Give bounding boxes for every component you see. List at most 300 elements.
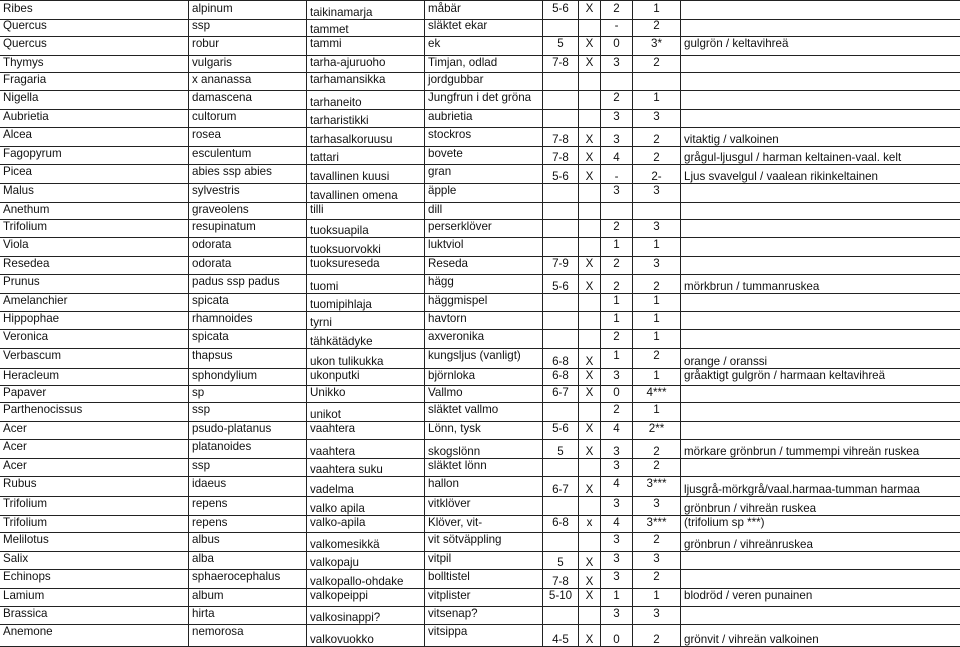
cell-sv[interactable]: [424, 1, 542, 19]
cell-zone[interactable]: [542, 515, 578, 532]
cell-color[interactable]: [680, 515, 960, 532]
cell-x[interactable]: [578, 311, 600, 329]
cell-genus[interactable]: [0, 476, 188, 496]
cell-b[interactable]: [632, 127, 680, 146]
cell-species[interactable]: [188, 293, 306, 311]
cell-genus[interactable]: [0, 515, 188, 532]
cell-b[interactable]: [632, 496, 680, 515]
cell-b[interactable]: [632, 551, 680, 569]
cell-zone[interactable]: [542, 532, 578, 551]
cell-sv[interactable]: [424, 476, 542, 496]
cell-b[interactable]: [632, 532, 680, 551]
cell-zone[interactable]: [542, 368, 578, 385]
cell-x[interactable]: [578, 588, 600, 606]
cell-color[interactable]: [680, 55, 960, 72]
cell-color[interactable]: [680, 1, 960, 19]
cell-color[interactable]: [680, 588, 960, 606]
cell-color[interactable]: [680, 421, 960, 439]
cell-fi[interactable]: [306, 624, 424, 646]
cell-color[interactable]: [680, 402, 960, 421]
cell-a[interactable]: [600, 588, 632, 606]
cell-color[interactable]: [680, 90, 960, 109]
cell-x[interactable]: [578, 18, 600, 36]
cell-sv[interactable]: [424, 219, 542, 237]
cell-a[interactable]: [600, 127, 632, 146]
cell-b[interactable]: [632, 368, 680, 385]
cell-fi[interactable]: [306, 368, 424, 385]
cell-genus[interactable]: [0, 588, 188, 606]
cell-fi[interactable]: [306, 127, 424, 146]
cell-genus[interactable]: [0, 532, 188, 551]
cell-species[interactable]: [188, 532, 306, 551]
cell-b[interactable]: [632, 219, 680, 237]
cell-fi[interactable]: [306, 348, 424, 368]
cell-genus[interactable]: [0, 421, 188, 439]
cell-zone[interactable]: [542, 219, 578, 237]
cell-x[interactable]: [578, 624, 600, 646]
cell-x[interactable]: [578, 237, 600, 256]
cell-a[interactable]: [600, 90, 632, 109]
cell-sv[interactable]: [424, 606, 542, 624]
cell-color[interactable]: [680, 569, 960, 588]
cell-a[interactable]: [600, 551, 632, 569]
cell-color[interactable]: [680, 183, 960, 202]
cell-genus[interactable]: [0, 439, 188, 458]
cell-species[interactable]: [188, 274, 306, 293]
cell-fi[interactable]: [306, 219, 424, 237]
cell-genus[interactable]: [0, 606, 188, 624]
cell-genus[interactable]: [0, 256, 188, 274]
cell-species[interactable]: [188, 164, 306, 183]
cell-color[interactable]: [680, 439, 960, 458]
cell-a[interactable]: [600, 256, 632, 274]
cell-sv[interactable]: [424, 55, 542, 72]
cell-a[interactable]: [600, 348, 632, 368]
cell-zone[interactable]: [542, 183, 578, 202]
cell-a[interactable]: [600, 496, 632, 515]
cell-sv[interactable]: [424, 18, 542, 36]
cell-zone[interactable]: [542, 311, 578, 329]
cell-b[interactable]: [632, 569, 680, 588]
cell-a[interactable]: [600, 55, 632, 72]
cell-color[interactable]: [680, 72, 960, 90]
cell-b[interactable]: [632, 146, 680, 164]
cell-b[interactable]: [632, 202, 680, 219]
cell-a[interactable]: [600, 274, 632, 293]
cell-fi[interactable]: [306, 458, 424, 476]
cell-color[interactable]: [680, 368, 960, 385]
cell-zone[interactable]: [542, 1, 578, 19]
cell-x[interactable]: [578, 72, 600, 90]
cell-b[interactable]: [632, 385, 680, 402]
cell-x[interactable]: [578, 202, 600, 219]
cell-color[interactable]: [680, 36, 960, 55]
cell-species[interactable]: [188, 127, 306, 146]
cell-b[interactable]: [632, 606, 680, 624]
cell-sv[interactable]: [424, 90, 542, 109]
cell-zone[interactable]: [542, 385, 578, 402]
cell-species[interactable]: [188, 515, 306, 532]
cell-sv[interactable]: [424, 421, 542, 439]
cell-species[interactable]: [188, 256, 306, 274]
cell-color[interactable]: [680, 127, 960, 146]
cell-b[interactable]: [632, 237, 680, 256]
cell-sv[interactable]: [424, 274, 542, 293]
cell-zone[interactable]: [542, 146, 578, 164]
cell-genus[interactable]: [0, 569, 188, 588]
cell-x[interactable]: [578, 164, 600, 183]
cell-zone[interactable]: [542, 476, 578, 496]
cell-b[interactable]: [632, 1, 680, 19]
cell-a[interactable]: [600, 164, 632, 183]
cell-zone[interactable]: [542, 421, 578, 439]
cell-zone[interactable]: [542, 458, 578, 476]
cell-fi[interactable]: [306, 515, 424, 532]
cell-b[interactable]: [632, 256, 680, 274]
cell-a[interactable]: [600, 439, 632, 458]
cell-color[interactable]: [680, 146, 960, 164]
cell-zone[interactable]: [542, 624, 578, 646]
cell-species[interactable]: [188, 476, 306, 496]
cell-fi[interactable]: [306, 183, 424, 202]
cell-genus[interactable]: [0, 348, 188, 368]
cell-genus[interactable]: [0, 164, 188, 183]
cell-sv[interactable]: [424, 532, 542, 551]
cell-x[interactable]: [578, 256, 600, 274]
cell-a[interactable]: [600, 237, 632, 256]
cell-color[interactable]: [680, 458, 960, 476]
cell-sv[interactable]: [424, 36, 542, 55]
cell-color[interactable]: [680, 348, 960, 368]
cell-species[interactable]: [188, 109, 306, 127]
cell-a[interactable]: [600, 311, 632, 329]
cell-species[interactable]: [188, 90, 306, 109]
cell-fi[interactable]: [306, 146, 424, 164]
cell-genus[interactable]: [0, 1, 188, 19]
cell-a[interactable]: [600, 476, 632, 496]
cell-zone[interactable]: [542, 256, 578, 274]
cell-color[interactable]: [680, 311, 960, 329]
cell-color[interactable]: [680, 274, 960, 293]
cell-species[interactable]: [188, 146, 306, 164]
cell-species[interactable]: [188, 1, 306, 19]
cell-x[interactable]: [578, 421, 600, 439]
cell-genus[interactable]: [0, 127, 188, 146]
cell-genus[interactable]: [0, 496, 188, 515]
cell-x[interactable]: [578, 496, 600, 515]
cell-zone[interactable]: [542, 329, 578, 348]
cell-fi[interactable]: [306, 1, 424, 19]
cell-a[interactable]: [600, 421, 632, 439]
cell-zone[interactable]: [542, 551, 578, 569]
cell-b[interactable]: [632, 458, 680, 476]
cell-genus[interactable]: [0, 36, 188, 55]
cell-species[interactable]: [188, 202, 306, 219]
cell-species[interactable]: [188, 55, 306, 72]
cell-genus[interactable]: [0, 55, 188, 72]
cell-sv[interactable]: [424, 402, 542, 421]
cell-zone[interactable]: [542, 569, 578, 588]
cell-fi[interactable]: [306, 311, 424, 329]
cell-b[interactable]: [632, 311, 680, 329]
cell-x[interactable]: [578, 402, 600, 421]
cell-color[interactable]: [680, 532, 960, 551]
cell-b[interactable]: [632, 588, 680, 606]
cell-b[interactable]: [632, 72, 680, 90]
cell-x[interactable]: [578, 293, 600, 311]
cell-sv[interactable]: [424, 551, 542, 569]
cell-fi[interactable]: [306, 256, 424, 274]
cell-a[interactable]: [600, 18, 632, 36]
cell-species[interactable]: [188, 606, 306, 624]
cell-a[interactable]: [600, 109, 632, 127]
cell-sv[interactable]: [424, 256, 542, 274]
cell-genus[interactable]: [0, 219, 188, 237]
cell-b[interactable]: [632, 329, 680, 348]
cell-x[interactable]: [578, 109, 600, 127]
cell-color[interactable]: [680, 329, 960, 348]
cell-species[interactable]: [188, 496, 306, 515]
cell-color[interactable]: [680, 293, 960, 311]
cell-fi[interactable]: [306, 109, 424, 127]
cell-zone[interactable]: [542, 202, 578, 219]
cell-genus[interactable]: [0, 551, 188, 569]
cell-zone[interactable]: [542, 55, 578, 72]
cell-a[interactable]: [600, 202, 632, 219]
cell-genus[interactable]: [0, 109, 188, 127]
cell-x[interactable]: [578, 127, 600, 146]
cell-color[interactable]: [680, 256, 960, 274]
cell-species[interactable]: [188, 551, 306, 569]
cell-sv[interactable]: [424, 329, 542, 348]
cell-x[interactable]: [578, 1, 600, 19]
cell-color[interactable]: [680, 606, 960, 624]
cell-species[interactable]: [188, 421, 306, 439]
cell-sv[interactable]: [424, 109, 542, 127]
cell-a[interactable]: [600, 458, 632, 476]
cell-x[interactable]: [578, 476, 600, 496]
cell-a[interactable]: [600, 515, 632, 532]
cell-fi[interactable]: [306, 90, 424, 109]
cell-color[interactable]: [680, 164, 960, 183]
cell-x[interactable]: [578, 606, 600, 624]
cell-species[interactable]: [188, 329, 306, 348]
cell-sv[interactable]: [424, 202, 542, 219]
cell-a[interactable]: [600, 72, 632, 90]
cell-sv[interactable]: [424, 624, 542, 646]
cell-species[interactable]: [188, 368, 306, 385]
cell-fi[interactable]: [306, 237, 424, 256]
cell-fi[interactable]: [306, 55, 424, 72]
cell-species[interactable]: [188, 72, 306, 90]
cell-a[interactable]: [600, 1, 632, 19]
cell-species[interactable]: [188, 311, 306, 329]
cell-fi[interactable]: [306, 385, 424, 402]
cell-x[interactable]: [578, 368, 600, 385]
cell-b[interactable]: [632, 293, 680, 311]
cell-zone[interactable]: [542, 127, 578, 146]
cell-sv[interactable]: [424, 72, 542, 90]
cell-zone[interactable]: [542, 496, 578, 515]
cell-x[interactable]: [578, 532, 600, 551]
cell-fi[interactable]: [306, 476, 424, 496]
cell-x[interactable]: [578, 90, 600, 109]
cell-species[interactable]: [188, 183, 306, 202]
cell-x[interactable]: [578, 515, 600, 532]
cell-sv[interactable]: [424, 385, 542, 402]
cell-fi[interactable]: [306, 588, 424, 606]
cell-fi[interactable]: [306, 606, 424, 624]
cell-color[interactable]: [680, 624, 960, 646]
cell-x[interactable]: [578, 329, 600, 348]
cell-species[interactable]: [188, 624, 306, 646]
cell-a[interactable]: [600, 146, 632, 164]
cell-fi[interactable]: [306, 551, 424, 569]
cell-a[interactable]: [600, 606, 632, 624]
cell-species[interactable]: [188, 385, 306, 402]
cell-b[interactable]: [632, 55, 680, 72]
cell-color[interactable]: [680, 18, 960, 36]
cell-species[interactable]: [188, 402, 306, 421]
cell-fi[interactable]: [306, 36, 424, 55]
cell-species[interactable]: [188, 237, 306, 256]
cell-sv[interactable]: [424, 368, 542, 385]
cell-a[interactable]: [600, 569, 632, 588]
cell-x[interactable]: [578, 36, 600, 55]
cell-x[interactable]: [578, 348, 600, 368]
cell-sv[interactable]: [424, 127, 542, 146]
cell-a[interactable]: [600, 532, 632, 551]
cell-b[interactable]: [632, 164, 680, 183]
cell-x[interactable]: [578, 439, 600, 458]
cell-zone[interactable]: [542, 293, 578, 311]
cell-genus[interactable]: [0, 146, 188, 164]
cell-species[interactable]: [188, 18, 306, 36]
cell-b[interactable]: [632, 421, 680, 439]
cell-zone[interactable]: [542, 18, 578, 36]
cell-genus[interactable]: [0, 293, 188, 311]
cell-genus[interactable]: [0, 402, 188, 421]
cell-sv[interactable]: [424, 311, 542, 329]
cell-a[interactable]: [600, 219, 632, 237]
cell-color[interactable]: [680, 219, 960, 237]
cell-b[interactable]: [632, 402, 680, 421]
cell-species[interactable]: [188, 219, 306, 237]
cell-a[interactable]: [600, 36, 632, 55]
cell-sv[interactable]: [424, 183, 542, 202]
cell-b[interactable]: [632, 18, 680, 36]
cell-a[interactable]: [600, 183, 632, 202]
cell-genus[interactable]: [0, 311, 188, 329]
cell-sv[interactable]: [424, 515, 542, 532]
cell-color[interactable]: [680, 385, 960, 402]
cell-b[interactable]: [632, 515, 680, 532]
cell-zone[interactable]: [542, 439, 578, 458]
cell-b[interactable]: [632, 274, 680, 293]
cell-species[interactable]: [188, 458, 306, 476]
cell-a[interactable]: [600, 624, 632, 646]
cell-x[interactable]: [578, 183, 600, 202]
cell-x[interactable]: [578, 458, 600, 476]
cell-sv[interactable]: [424, 439, 542, 458]
cell-zone[interactable]: [542, 606, 578, 624]
cell-fi[interactable]: [306, 18, 424, 36]
cell-x[interactable]: [578, 385, 600, 402]
cell-species[interactable]: [188, 569, 306, 588]
cell-a[interactable]: [600, 385, 632, 402]
cell-b[interactable]: [632, 183, 680, 202]
cell-sv[interactable]: [424, 458, 542, 476]
cell-species[interactable]: [188, 36, 306, 55]
cell-zone[interactable]: [542, 164, 578, 183]
cell-fi[interactable]: [306, 532, 424, 551]
cell-b[interactable]: [632, 624, 680, 646]
cell-fi[interactable]: [306, 293, 424, 311]
cell-zone[interactable]: [542, 274, 578, 293]
cell-x[interactable]: [578, 551, 600, 569]
cell-x[interactable]: [578, 569, 600, 588]
cell-sv[interactable]: [424, 348, 542, 368]
cell-b[interactable]: [632, 348, 680, 368]
cell-zone[interactable]: [542, 36, 578, 55]
cell-color[interactable]: [680, 476, 960, 496]
cell-genus[interactable]: [0, 237, 188, 256]
cell-x[interactable]: [578, 274, 600, 293]
cell-color[interactable]: [680, 237, 960, 256]
cell-zone[interactable]: [542, 348, 578, 368]
cell-fi[interactable]: [306, 72, 424, 90]
cell-b[interactable]: [632, 36, 680, 55]
cell-b[interactable]: [632, 109, 680, 127]
cell-sv[interactable]: [424, 164, 542, 183]
cell-fi[interactable]: [306, 202, 424, 219]
cell-genus[interactable]: [0, 329, 188, 348]
cell-b[interactable]: [632, 476, 680, 496]
cell-zone[interactable]: [542, 72, 578, 90]
cell-sv[interactable]: [424, 237, 542, 256]
cell-zone[interactable]: [542, 237, 578, 256]
cell-genus[interactable]: [0, 90, 188, 109]
cell-fi[interactable]: [306, 274, 424, 293]
cell-genus[interactable]: [0, 624, 188, 646]
cell-species[interactable]: [188, 588, 306, 606]
cell-b[interactable]: [632, 439, 680, 458]
cell-fi[interactable]: [306, 439, 424, 458]
cell-x[interactable]: [578, 219, 600, 237]
cell-a[interactable]: [600, 293, 632, 311]
cell-genus[interactable]: [0, 385, 188, 402]
cell-genus[interactable]: [0, 183, 188, 202]
cell-a[interactable]: [600, 329, 632, 348]
cell-zone[interactable]: [542, 90, 578, 109]
cell-genus[interactable]: [0, 18, 188, 36]
cell-b[interactable]: [632, 90, 680, 109]
cell-zone[interactable]: [542, 588, 578, 606]
cell-sv[interactable]: [424, 293, 542, 311]
cell-zone[interactable]: [542, 402, 578, 421]
cell-color[interactable]: [680, 202, 960, 219]
cell-fi[interactable]: [306, 329, 424, 348]
cell-species[interactable]: [188, 348, 306, 368]
cell-zone[interactable]: [542, 109, 578, 127]
cell-fi[interactable]: [306, 402, 424, 421]
cell-sv[interactable]: [424, 496, 542, 515]
cell-sv[interactable]: [424, 146, 542, 164]
cell-sv[interactable]: [424, 588, 542, 606]
cell-a[interactable]: [600, 368, 632, 385]
cell-genus[interactable]: [0, 202, 188, 219]
cell-a[interactable]: [600, 402, 632, 421]
